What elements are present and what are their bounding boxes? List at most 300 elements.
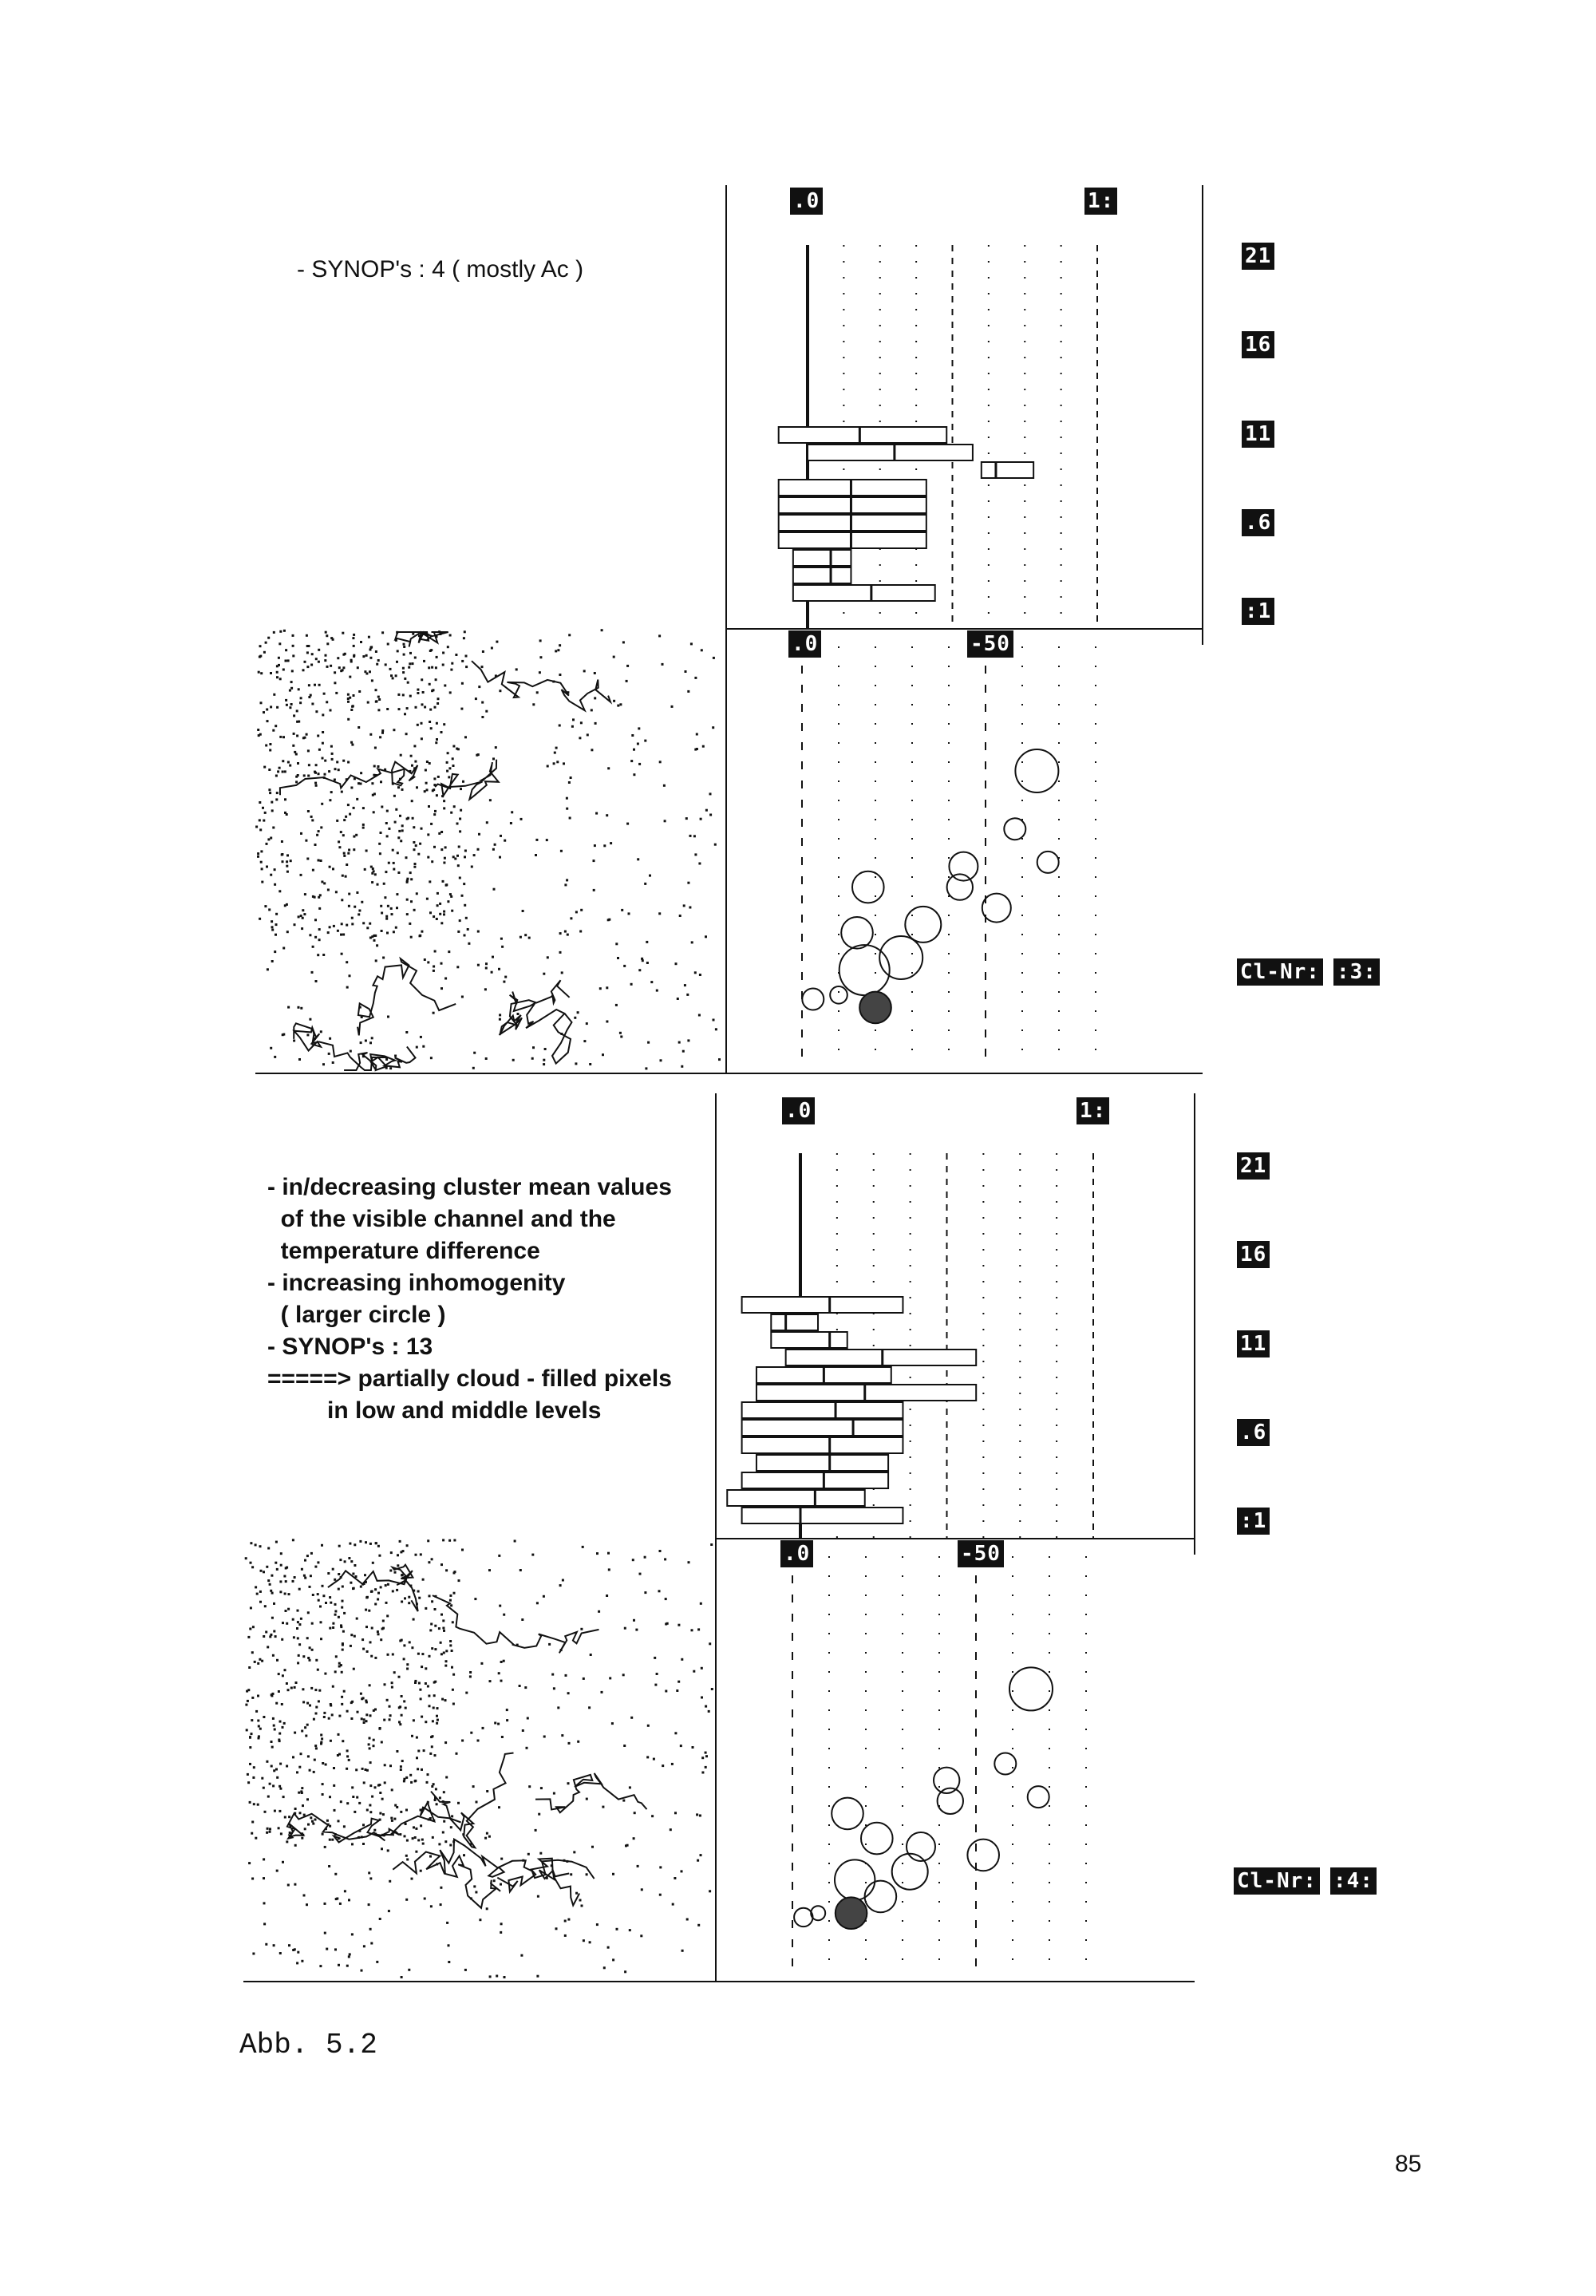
panel1-map-pixel: [512, 1059, 515, 1061]
panel2-map-pixel: [586, 1798, 588, 1800]
panel1-map-pixel: [300, 697, 302, 699]
panel1-map-pixel: [433, 846, 436, 848]
panel2-map-pixel: [403, 1644, 405, 1646]
panel2-map-pixel: [284, 1593, 286, 1595]
panel2-map-pixel: [267, 1646, 269, 1648]
panel1-map-pixel: [372, 867, 374, 870]
panel2-map-pixel: [659, 1550, 662, 1552]
panel2-map-pixel: [286, 1622, 288, 1625]
panel2-map-pixel: [391, 1681, 393, 1684]
panel2-map-pixel: [245, 1557, 247, 1559]
panel1-map-pixel: [312, 946, 314, 948]
panel1-map-pixel: [535, 839, 538, 841]
panel1-map-pixel: [300, 874, 302, 876]
panel1-map-pixel: [286, 704, 288, 706]
panel1-map-pixel: [436, 722, 438, 725]
panel1-map-pixel: [381, 729, 384, 732]
panel2-note-line: - in/decreasing cluster mean values: [267, 1174, 672, 1200]
panel2-map-pixel: [257, 1804, 259, 1806]
panel2-map-pixel: [378, 1555, 381, 1557]
panel2-map-pixel: [253, 1766, 255, 1768]
panel2-map-pixel: [358, 1802, 361, 1804]
panel2-map-pixel: [346, 1802, 349, 1804]
panel2-map-pixel: [498, 1806, 500, 1808]
panel2-map-pixel: [405, 1576, 407, 1579]
panel2-map-pixel: [431, 1558, 433, 1560]
panel1-map-pixel: [646, 962, 649, 964]
panel2-map-pixel: [539, 1852, 542, 1855]
panel1-map-pixel: [399, 815, 401, 817]
panel2-map-pixel: [427, 1685, 429, 1688]
panel2-map-pixel: [267, 1579, 270, 1582]
panel1-map-pixel: [358, 913, 360, 915]
panel2-map-pixel: [449, 1844, 452, 1847]
panel2-map-pixel: [254, 1661, 256, 1663]
panel1-map-pixel: [428, 805, 430, 808]
panel2-map-pixel: [369, 1761, 372, 1764]
panel2-map-pixel: [674, 1877, 676, 1879]
panel2-map-pixel: [567, 1919, 570, 1921]
panel1-row-label: .6: [1242, 509, 1274, 536]
panel1-map-pixel: [539, 671, 541, 674]
panel1-map-pixel: [413, 826, 415, 828]
panel2-map-pixel: [346, 1768, 348, 1770]
panel1-map-pixel: [337, 657, 339, 659]
panel2-map-pixel: [289, 1832, 291, 1834]
panel1-map-pixel: [257, 856, 259, 858]
panel2-map-pixel: [313, 1718, 315, 1721]
panel2-map-pixel: [276, 1568, 279, 1571]
panel2-map-pixel: [261, 1777, 263, 1780]
panel1-map-pixel: [459, 919, 461, 922]
panel2-map-pixel: [644, 1591, 646, 1594]
panel2-map-pixel: [250, 1606, 252, 1609]
panel2-map-pixel: [681, 1658, 683, 1661]
panel1-map-pixel: [465, 666, 468, 668]
panel2-map-pixel: [320, 1741, 322, 1744]
panel1-map-pixel: [433, 970, 435, 972]
panel2-scatter-chart: [792, 1556, 1086, 1971]
panel2-map-pixel: [374, 1603, 377, 1606]
panel1-map-pixel: [360, 1041, 362, 1044]
panel1-map-pixel: [441, 795, 444, 797]
panel2-map-pixel: [420, 1824, 422, 1827]
panel2-map-pixel: [462, 1833, 464, 1836]
panel2-map-pixel: [697, 1628, 700, 1630]
panel2-cluster-label: Cl-Nr:: [1234, 1867, 1320, 1895]
panel1-map-pixel: [606, 1021, 608, 1023]
panel2-map-pixel: [341, 1703, 343, 1705]
panel2-map-pixel: [318, 1700, 320, 1702]
panel2-map-pixel: [479, 1919, 481, 1921]
panel1-map-pixel: [276, 676, 279, 678]
panel2-map-pixel: [324, 1932, 326, 1934]
panel2-map-pixel: [334, 1614, 337, 1616]
panel1-map-pixel: [421, 703, 424, 705]
panel1-map-pixel: [705, 935, 707, 938]
panel2-map-pixel: [429, 1629, 432, 1631]
panel2-map-pixel: [564, 1934, 567, 1937]
panel1-map-pixel: [463, 637, 465, 639]
panel2-map-pixel: [582, 1546, 584, 1548]
panel1-map-pixel: [318, 896, 320, 899]
panel2-map-pixel: [399, 1540, 401, 1543]
panel1-map-pixel: [698, 1014, 701, 1017]
panel2-map-pixel: [450, 1826, 452, 1828]
panel2-map-pixel: [294, 1686, 296, 1689]
panel2-map-pixel: [342, 1630, 345, 1633]
panel1-map-pixel: [306, 733, 308, 736]
panel1-map-pixel: [373, 792, 376, 795]
panel1-bar-box: [793, 567, 851, 583]
panel2-map-pixel: [434, 1648, 437, 1650]
panel1-map-pixel: [398, 830, 401, 832]
panel2-map-pixel: [321, 1737, 323, 1740]
panel1-map-pixel: [647, 1041, 650, 1044]
panel1-bar-box: [779, 427, 947, 443]
panel2-map-pixel: [564, 1920, 567, 1923]
panel1-map-pixel: [341, 923, 343, 925]
panel2-map-pixel: [271, 1592, 274, 1595]
panel2-map-pixel: [680, 1745, 682, 1747]
panel2-map-pixel: [251, 1832, 253, 1835]
panel1-map-pixel: [318, 907, 321, 910]
panel1-map-pixel: [272, 827, 275, 829]
panel2-map-pixel: [251, 1566, 254, 1568]
panel2-map-pixel: [500, 1661, 503, 1663]
panel1-map-pixel: [447, 646, 449, 648]
panel1-map-pixel: [559, 644, 561, 646]
panel1-map-pixel: [413, 848, 416, 851]
panel2-map-pixel: [338, 1964, 340, 1966]
panel1-map-pixel: [276, 671, 279, 674]
panel2-map-pixel: [403, 1778, 405, 1780]
panel1-map-pixel: [318, 661, 320, 663]
panel2-map-pixel: [637, 1865, 639, 1867]
panel1-map-pixel: [286, 865, 288, 867]
panel1-map-pixel: [429, 683, 431, 686]
panel2-map-pixel: [442, 1627, 444, 1630]
panel2-map-pixel: [248, 1862, 251, 1864]
panel1-map-pixel: [413, 841, 415, 844]
panel2-map-pixel: [583, 1939, 585, 1942]
panel1-map-pixel: [336, 761, 338, 763]
panel1-map-pixel: [401, 824, 404, 827]
panel1-map-pixel: [491, 971, 493, 974]
panel1-map-pixel: [360, 641, 362, 643]
panel2-map-pixel: [335, 1898, 338, 1900]
panel1-bar-axis-label-0: .0: [790, 188, 823, 215]
panel1-map-pixel: [528, 937, 531, 939]
panel1-map-pixel: [437, 776, 440, 778]
panel1-map-pixel: [589, 1063, 591, 1065]
panel2-map-pixel: [301, 1837, 303, 1840]
panel1-map-pixel: [345, 875, 347, 878]
panel1-map-pixel: [485, 710, 488, 713]
panel1-map-pixel: [261, 867, 263, 870]
panel1-map-pixel: [626, 665, 629, 667]
panel1-map-pixel: [266, 709, 268, 711]
panel2-map-pixel: [281, 1638, 283, 1641]
panel1-map-pixel: [290, 703, 293, 705]
panel2-map-pixel: [334, 1670, 337, 1673]
panel2-map-pixel: [436, 1803, 438, 1805]
panel1-map-pixel: [693, 835, 696, 837]
panel1-map-pixel: [433, 915, 435, 918]
panel2-map-pixel: [352, 1587, 354, 1590]
panel2-map-pixel: [498, 1672, 500, 1674]
panel2-map-pixel: [312, 1594, 314, 1596]
panel2-map-pixel: [265, 1631, 267, 1634]
panel1-map-pixel: [570, 777, 572, 779]
panel2-map-pixel: [567, 1692, 570, 1694]
panel1-map-pixel: [410, 878, 413, 880]
panel2-map-pixel: [265, 1943, 267, 1946]
panel1-map-pixel: [409, 662, 411, 665]
panel1-map-pixel: [464, 850, 467, 852]
panel2-map-pixel: [369, 1811, 372, 1813]
panel2-map-pixel: [365, 1768, 367, 1771]
panel1-map-pixel: [346, 863, 348, 866]
panel1-map-pixel: [282, 760, 284, 762]
panel2-map-pixel: [415, 1554, 417, 1556]
panel1-map-pixel: [318, 830, 320, 832]
panel2-map-pixel: [514, 1540, 516, 1543]
panel1-map-pixel: [437, 697, 440, 700]
panel2-map-pixel: [444, 1699, 447, 1701]
panel1-map-pixel: [608, 919, 610, 921]
panel2-map-pixel: [426, 1781, 429, 1784]
panel2-map-pixel: [319, 1606, 322, 1608]
panel1-map-pixel: [575, 911, 578, 913]
panel2-map-pixel: [406, 1544, 409, 1547]
panel1-map-pixel: [649, 875, 651, 877]
panel1-bar-box: [808, 445, 973, 460]
panel1-scatter-point: [830, 986, 847, 1004]
panel2-map-pixel: [403, 1658, 405, 1660]
panel1-map-pixel: [371, 935, 373, 938]
panel2-map-pixel: [452, 1703, 455, 1705]
panel1-map-pixel: [414, 761, 417, 763]
panel2-map-pixel: [408, 1969, 410, 1971]
panel2-map-pixel: [378, 1784, 381, 1786]
panel2-map-pixel: [282, 1726, 284, 1729]
panel2-map-pixel: [442, 1619, 444, 1622]
panel1-map-pixel: [419, 935, 421, 937]
panel2-map-pixel: [371, 1796, 373, 1798]
panel2-scatter-point: [835, 1859, 875, 1899]
panel2-map-pixel: [389, 1880, 391, 1883]
panel2-row-label: 11: [1237, 1330, 1270, 1357]
panel1-map-pixel: [644, 883, 646, 885]
panel1-map-pixel: [273, 631, 275, 634]
panel1-map-pixel: [477, 931, 480, 933]
panel1-map-pixel: [318, 684, 321, 686]
panel1-map-pixel: [332, 1061, 334, 1064]
panel2-map-pixel: [348, 1899, 350, 1901]
panel2-map-pixel: [480, 1662, 483, 1665]
panel2-map-pixel: [461, 1740, 464, 1742]
panel1-map-pixel: [630, 760, 633, 762]
panel2-map-pixel: [398, 1721, 401, 1723]
panel2-map-pixel: [420, 1809, 422, 1812]
panel1-map-pixel: [388, 862, 390, 864]
panel2-map-pixel: [314, 1819, 317, 1821]
panel1-map-pixel: [367, 701, 369, 704]
panel2-map-pixel: [346, 1749, 349, 1752]
panel2-map-pixel: [700, 1854, 702, 1856]
panel2-map-pixel: [612, 1958, 614, 1961]
panel1-map-pixel: [678, 1041, 681, 1044]
panel2-map-pixel: [341, 1696, 343, 1698]
panel2-map-pixel: [329, 1839, 331, 1841]
panel1-map-pixel: [369, 657, 372, 659]
panel2-map-pixel: [433, 1783, 435, 1785]
panel2-map-pixel: [494, 1722, 496, 1725]
panel2-map-pixel: [659, 1866, 662, 1868]
panel1-map-pixel: [414, 863, 417, 865]
panel1-map-pixel: [345, 816, 347, 818]
panel1-map-pixel: [460, 788, 462, 790]
panel2-map-pixel: [285, 1610, 287, 1612]
panel2-map-pixel: [310, 1552, 313, 1555]
panel1-figure: [239, 184, 1245, 1077]
panel1-map-pixel: [638, 969, 641, 971]
panel1-map-pixel: [417, 853, 420, 856]
panel2-map-pixel: [297, 1951, 299, 1954]
panel2-map-pixel: [321, 1544, 323, 1547]
panel1-map-pixel: [547, 765, 549, 768]
panel1-map-pixel: [450, 669, 452, 671]
panel1-map-pixel: [311, 653, 314, 655]
panel2-map-pixel: [350, 1717, 353, 1720]
panel1-map-pixel: [440, 922, 443, 924]
panel2-map-pixel: [537, 1895, 539, 1898]
panel2-map-pixel: [500, 1680, 503, 1682]
panel1-map-pixel: [401, 788, 404, 791]
panel2-map-pixel: [469, 1675, 472, 1678]
panel1-map-pixel: [407, 682, 409, 684]
panel1-map-pixel: [464, 736, 467, 738]
panel1-map-pixel: [439, 633, 441, 635]
panel1-map-pixel: [557, 649, 559, 651]
panel2-scatter-point-filled: [836, 1897, 867, 1929]
panel1-map-pixel: [467, 928, 469, 931]
panel2-map-pixel: [497, 1723, 500, 1725]
panel2-map-pixel: [697, 1859, 699, 1862]
panel1-map-pixel: [443, 723, 445, 725]
panel1-map-pixel: [321, 881, 323, 883]
panel2-map-pixel: [279, 1810, 281, 1812]
panel2-map-pixel: [602, 1806, 604, 1808]
panel1-map-pixel: [356, 798, 358, 800]
panel2-map-pixel: [406, 1668, 409, 1670]
panel2-map-pixel: [275, 1702, 278, 1705]
panel2-map-pixel: [440, 1653, 443, 1655]
panel2-scatter-point: [861, 1823, 893, 1855]
panel2-map-pixel: [448, 1944, 450, 1946]
panel1-map-pixel: [287, 761, 290, 764]
panel2-map-pixel: [674, 1732, 677, 1734]
panel1-map-pixel: [564, 931, 567, 933]
panel2-map-pixel: [440, 1887, 442, 1889]
panel2-map-pixel: [391, 1788, 393, 1791]
panel1-map-pixel: [715, 1028, 717, 1030]
panel1-map-pixel: [621, 909, 623, 911]
panel1-map-pixel: [451, 910, 453, 912]
panel2-map-pixel: [379, 1792, 381, 1794]
panel1-map-pixel: [260, 861, 263, 863]
panel1-map-pixel: [274, 883, 276, 886]
panel2-map-pixel: [354, 1543, 356, 1546]
panel2-map-pixel: [322, 1762, 324, 1764]
panel1-map-pixel: [452, 765, 455, 767]
panel1-map-pixel: [443, 913, 445, 915]
panel2-map-pixel: [282, 1674, 284, 1677]
panel1-map-pixel: [320, 826, 322, 828]
panel2-map-pixel: [382, 1813, 385, 1816]
panel1-map-pixel: [457, 864, 460, 867]
panel1-map-pixel: [544, 1048, 547, 1050]
panel1-map-pixel: [461, 895, 464, 897]
panel1-map-pixel: [599, 987, 602, 990]
panel1-map-pixel: [331, 758, 334, 761]
panel2-map-pixel: [433, 1820, 435, 1822]
panel2-map-pixel: [315, 1713, 318, 1715]
panel1-map-pixel: [330, 709, 332, 712]
panel1-map-pixel: [316, 834, 318, 836]
panel2-map-pixel: [387, 1654, 389, 1656]
panel2-map-pixel: [377, 1633, 380, 1635]
panel2-map-pixel: [561, 1734, 563, 1737]
panel2-map-pixel: [275, 1635, 277, 1638]
panel1-map-pixel: [296, 709, 298, 712]
panel1-map-pixel: [289, 706, 291, 709]
panel1-map-pixel: [430, 727, 433, 729]
panel1-map-pixel: [623, 965, 626, 967]
panel2-map-pixel: [418, 1597, 421, 1599]
panel1-map-pixel: [433, 777, 436, 780]
panel1-map-pixel: [377, 765, 380, 768]
panel1-map-pixel: [334, 779, 336, 781]
panel1-map-pixel: [340, 831, 342, 833]
panel1-map-pixel: [304, 661, 306, 663]
panel1-map-pixel: [417, 692, 419, 694]
panel2-map-pixel: [342, 1600, 344, 1602]
panel2-map-pixel: [688, 1561, 690, 1563]
panel1-map-pixel: [453, 805, 456, 808]
panel2-map-pixel: [339, 1903, 342, 1905]
panel1-map-pixel: [269, 792, 271, 794]
panel1-map-pixel: [310, 664, 313, 666]
panel2-map-pixel: [496, 1975, 498, 1978]
panel2-map-pixel: [570, 1873, 572, 1875]
panel1-map-pixel: [556, 761, 559, 763]
panel1-map-pixel: [351, 917, 354, 919]
panel2-map-pixel: [710, 1543, 713, 1546]
panel2-map-pixel: [292, 1618, 294, 1621]
panel1-map-pixel: [272, 729, 275, 732]
panel2-map-pixel: [553, 1792, 555, 1795]
panel2-map-pixel: [249, 1746, 251, 1749]
panel2-map-pixel: [421, 1768, 423, 1771]
panel1-map-pixel: [303, 913, 306, 915]
panel1-map-pixel: [433, 689, 435, 691]
panel2-map-pixel: [281, 1703, 283, 1705]
panel2-map-pixel: [270, 1634, 272, 1636]
panel1-map-pixel: [566, 797, 568, 800]
panel2-map-pixel: [521, 1618, 523, 1621]
